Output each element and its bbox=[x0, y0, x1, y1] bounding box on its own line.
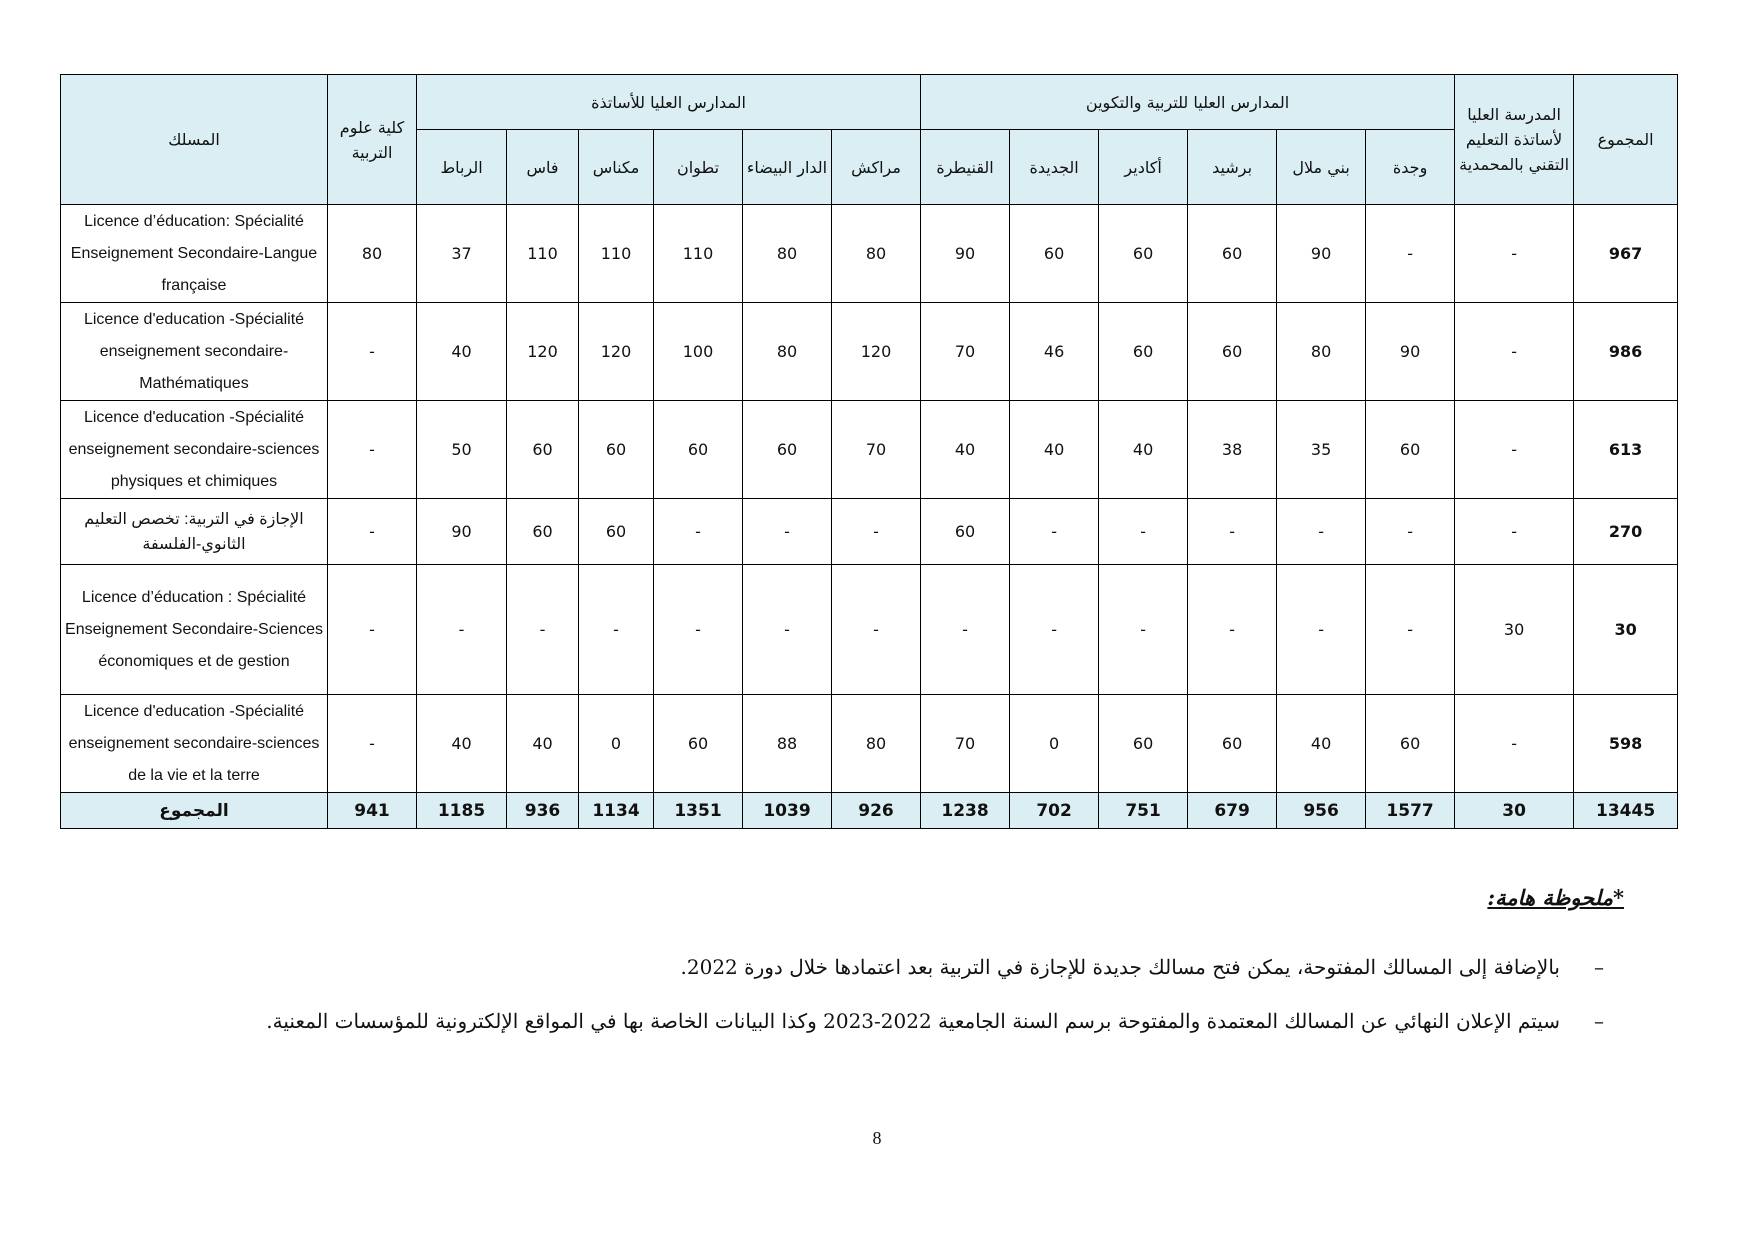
cell-enset: 90 bbox=[1277, 205, 1366, 303]
total-ens: 1039 bbox=[743, 793, 832, 829]
cell-ens: 60 bbox=[579, 401, 654, 499]
cell-enset: 0 bbox=[1010, 695, 1099, 793]
cell-faculty: - bbox=[328, 401, 417, 499]
cell-ens: 40 bbox=[417, 303, 507, 401]
cell-faculty: - bbox=[328, 695, 417, 793]
total-ens: 1134 bbox=[579, 793, 654, 829]
cell-enset: - bbox=[1188, 565, 1277, 695]
cell-ens: 80 bbox=[743, 205, 832, 303]
cell-ens: 40 bbox=[507, 695, 579, 793]
cell-enset: 60 bbox=[1366, 401, 1455, 499]
cell-enset: 90 bbox=[921, 205, 1010, 303]
cell-enset: - bbox=[1010, 499, 1099, 565]
header-faculty: كلية علوم التربية bbox=[328, 75, 417, 205]
header-ens-city: مكناس bbox=[579, 130, 654, 205]
cell-ens: - bbox=[654, 565, 743, 695]
table-row bbox=[61, 499, 1678, 565]
header-enset-city: وجدة bbox=[1366, 130, 1455, 205]
header-ens-city: الرباط bbox=[417, 130, 507, 205]
cell-enset: - bbox=[1010, 565, 1099, 695]
cell-enset: 35 bbox=[1277, 401, 1366, 499]
header-total: المجموع bbox=[1574, 75, 1678, 205]
total-enset: 1238 bbox=[921, 793, 1010, 829]
cell-enset: 70 bbox=[921, 303, 1010, 401]
note-item-text: بالإضافة إلى المسالك المفتوحة، يمكن فتح مسالك جديدة للإجازة في التربية بعد اعتمادها خلال دورة 2022. bbox=[680, 955, 1560, 979]
row-total: 613 bbox=[1574, 401, 1678, 499]
cell-enset: - bbox=[1366, 205, 1455, 303]
cell-faculty: - bbox=[328, 499, 417, 565]
note-title: *ملحوظة هامة: bbox=[1487, 885, 1624, 910]
total-enset: 956 bbox=[1277, 793, 1366, 829]
cell-enset: - bbox=[921, 565, 1010, 695]
cell-ens: - bbox=[507, 565, 579, 695]
row-total: 598 bbox=[1574, 695, 1678, 793]
cell-enset: 60 bbox=[1188, 205, 1277, 303]
header-ens-city: فاس bbox=[507, 130, 579, 205]
cell-enset: 40 bbox=[1010, 401, 1099, 499]
cell-enset: - bbox=[1277, 565, 1366, 695]
cell-enset: 40 bbox=[921, 401, 1010, 499]
cell-enset: 60 bbox=[1099, 205, 1188, 303]
total-enset: 702 bbox=[1010, 793, 1099, 829]
cell-enset-mohammedia: 30 bbox=[1455, 565, 1574, 695]
cell-ens: 60 bbox=[654, 401, 743, 499]
total-ens: 1185 bbox=[417, 793, 507, 829]
cell-ens: 88 bbox=[743, 695, 832, 793]
places-table bbox=[60, 74, 1678, 829]
cell-ens: 50 bbox=[417, 401, 507, 499]
row-total: 967 bbox=[1574, 205, 1678, 303]
cell-ens: 60 bbox=[507, 401, 579, 499]
cell-ens: 40 bbox=[417, 695, 507, 793]
cell-enset: 60 bbox=[1188, 303, 1277, 401]
cell-ens: 120 bbox=[832, 303, 921, 401]
cell-enset-mohammedia: - bbox=[1455, 205, 1574, 303]
cell-enset: 60 bbox=[1010, 205, 1099, 303]
cell-enset: 46 bbox=[1010, 303, 1099, 401]
cell-enset: - bbox=[1099, 565, 1188, 695]
totals-row bbox=[61, 793, 1678, 829]
header-ens-city: تطوان bbox=[654, 130, 743, 205]
header-ens-city: الدار البيضاء bbox=[743, 130, 832, 205]
cell-ens: 80 bbox=[832, 205, 921, 303]
cell-ens: 37 bbox=[417, 205, 507, 303]
cell-enset: 40 bbox=[1099, 401, 1188, 499]
cell-ens: 110 bbox=[507, 205, 579, 303]
cell-enset: 70 bbox=[921, 695, 1010, 793]
cell-enset: - bbox=[1277, 499, 1366, 565]
cell-ens: - bbox=[654, 499, 743, 565]
cell-ens: - bbox=[743, 499, 832, 565]
header-enset-city: القنيطرة bbox=[921, 130, 1010, 205]
cell-ens: 80 bbox=[832, 695, 921, 793]
cell-enset: 60 bbox=[1099, 695, 1188, 793]
total-enset-mohammedia: 30 bbox=[1455, 793, 1574, 829]
cell-ens: 120 bbox=[579, 303, 654, 401]
cell-enset-mohammedia: - bbox=[1455, 303, 1574, 401]
cell-ens: 60 bbox=[743, 401, 832, 499]
track-name: Licence d’éducation : Spécialité Enseignement Secondaire-Sciences économiques et de gestion bbox=[61, 565, 328, 695]
table-row bbox=[61, 695, 1678, 793]
cell-ens: 120 bbox=[507, 303, 579, 401]
cell-ens: 110 bbox=[579, 205, 654, 303]
cell-enset: 80 bbox=[1277, 303, 1366, 401]
cell-ens: - bbox=[832, 499, 921, 565]
total-faculty: 941 bbox=[328, 793, 417, 829]
cell-enset: 60 bbox=[1099, 303, 1188, 401]
table-row bbox=[61, 205, 1678, 303]
track-name: Licence d'education -Spécialité enseignement secondaire-sciences de la vie et la terre bbox=[61, 695, 328, 793]
cell-ens: - bbox=[579, 565, 654, 695]
cell-faculty: - bbox=[328, 303, 417, 401]
bullet-dash: – bbox=[1594, 955, 1604, 979]
total-enset: 679 bbox=[1188, 793, 1277, 829]
cell-ens: 60 bbox=[579, 499, 654, 565]
table-row bbox=[61, 401, 1678, 499]
cell-ens: 110 bbox=[654, 205, 743, 303]
cell-ens: 70 bbox=[832, 401, 921, 499]
track-name: Licence d’éducation: Spécialité Enseignement Secondaire-Langue française bbox=[61, 205, 328, 303]
total-enset: 751 bbox=[1099, 793, 1188, 829]
cell-enset: 60 bbox=[921, 499, 1010, 565]
cell-enset: 90 bbox=[1366, 303, 1455, 401]
grand-total: 13445 bbox=[1574, 793, 1678, 829]
cell-enset: - bbox=[1366, 565, 1455, 695]
cell-enset-mohammedia: - bbox=[1455, 401, 1574, 499]
table-row bbox=[61, 565, 1678, 695]
cell-ens: 0 bbox=[579, 695, 654, 793]
track-name: الإجازة في التربية: تخصص التعليم الثانوي-الفلسفة bbox=[61, 499, 328, 565]
cell-enset: 40 bbox=[1277, 695, 1366, 793]
row-total: 30 bbox=[1574, 565, 1678, 695]
header-ens-group: المدارس العليا للأساتذة bbox=[417, 75, 921, 130]
bullet-dash: – bbox=[1594, 1009, 1604, 1033]
cell-faculty: 80 bbox=[328, 205, 417, 303]
cell-enset: - bbox=[1188, 499, 1277, 565]
total-ens: 926 bbox=[832, 793, 921, 829]
header-enset-city: بني ملال bbox=[1277, 130, 1366, 205]
total-ens: 936 bbox=[507, 793, 579, 829]
cell-enset: 60 bbox=[1188, 695, 1277, 793]
cell-enset: - bbox=[1099, 499, 1188, 565]
cell-ens: 100 bbox=[654, 303, 743, 401]
note-item bbox=[164, 946, 1604, 988]
total-ens: 1351 bbox=[654, 793, 743, 829]
total-enset: 1577 bbox=[1366, 793, 1455, 829]
cell-enset: 38 bbox=[1188, 401, 1277, 499]
track-name: Licence d'education -Spécialité enseignement secondaire-sciences physiques et chimiques bbox=[61, 401, 328, 499]
cell-ens: 60 bbox=[654, 695, 743, 793]
header-enset-mohammedia: المدرسة العليا لأساتذة التعليم التقني بالمحمدية bbox=[1455, 75, 1574, 205]
header-enset-city: الجديدة bbox=[1010, 130, 1099, 205]
cell-enset-mohammedia: - bbox=[1455, 695, 1574, 793]
cell-ens: - bbox=[743, 565, 832, 695]
cell-ens: - bbox=[417, 565, 507, 695]
note-item-text: سيتم الإعلان النهائي عن المسالك المعتمدة والمفتوحة برسم السنة الجامعية 2022-2023 وكذا البيانات الخاصة بها في المواقع الإلكترونية للمؤسسات المعنية. bbox=[266, 1009, 1560, 1033]
row-total: 270 bbox=[1574, 499, 1678, 565]
header-enset-group: المدارس العليا للتربية والتكوين bbox=[921, 75, 1455, 130]
note-list bbox=[164, 946, 1604, 1054]
row-total: 986 bbox=[1574, 303, 1678, 401]
cell-ens: 60 bbox=[507, 499, 579, 565]
header-track: المسلك bbox=[61, 75, 328, 205]
cell-enset: 60 bbox=[1366, 695, 1455, 793]
page-number: 8 bbox=[872, 1128, 882, 1148]
header-enset-city: أكادير bbox=[1099, 130, 1188, 205]
totals-label: المجموع bbox=[61, 793, 328, 829]
cell-enset-mohammedia: - bbox=[1455, 499, 1574, 565]
cell-ens: - bbox=[832, 565, 921, 695]
cell-ens: 80 bbox=[743, 303, 832, 401]
header-ens-city: مراكش bbox=[832, 130, 921, 205]
header-enset-city: برشيد bbox=[1188, 130, 1277, 205]
table-row bbox=[61, 303, 1678, 401]
cell-enset: - bbox=[1366, 499, 1455, 565]
note-item bbox=[164, 1000, 1604, 1042]
cell-faculty: - bbox=[328, 565, 417, 695]
track-name: Licence d'education -Spécialité enseignement secondaire-Mathématiques bbox=[61, 303, 328, 401]
cell-ens: 90 bbox=[417, 499, 507, 565]
